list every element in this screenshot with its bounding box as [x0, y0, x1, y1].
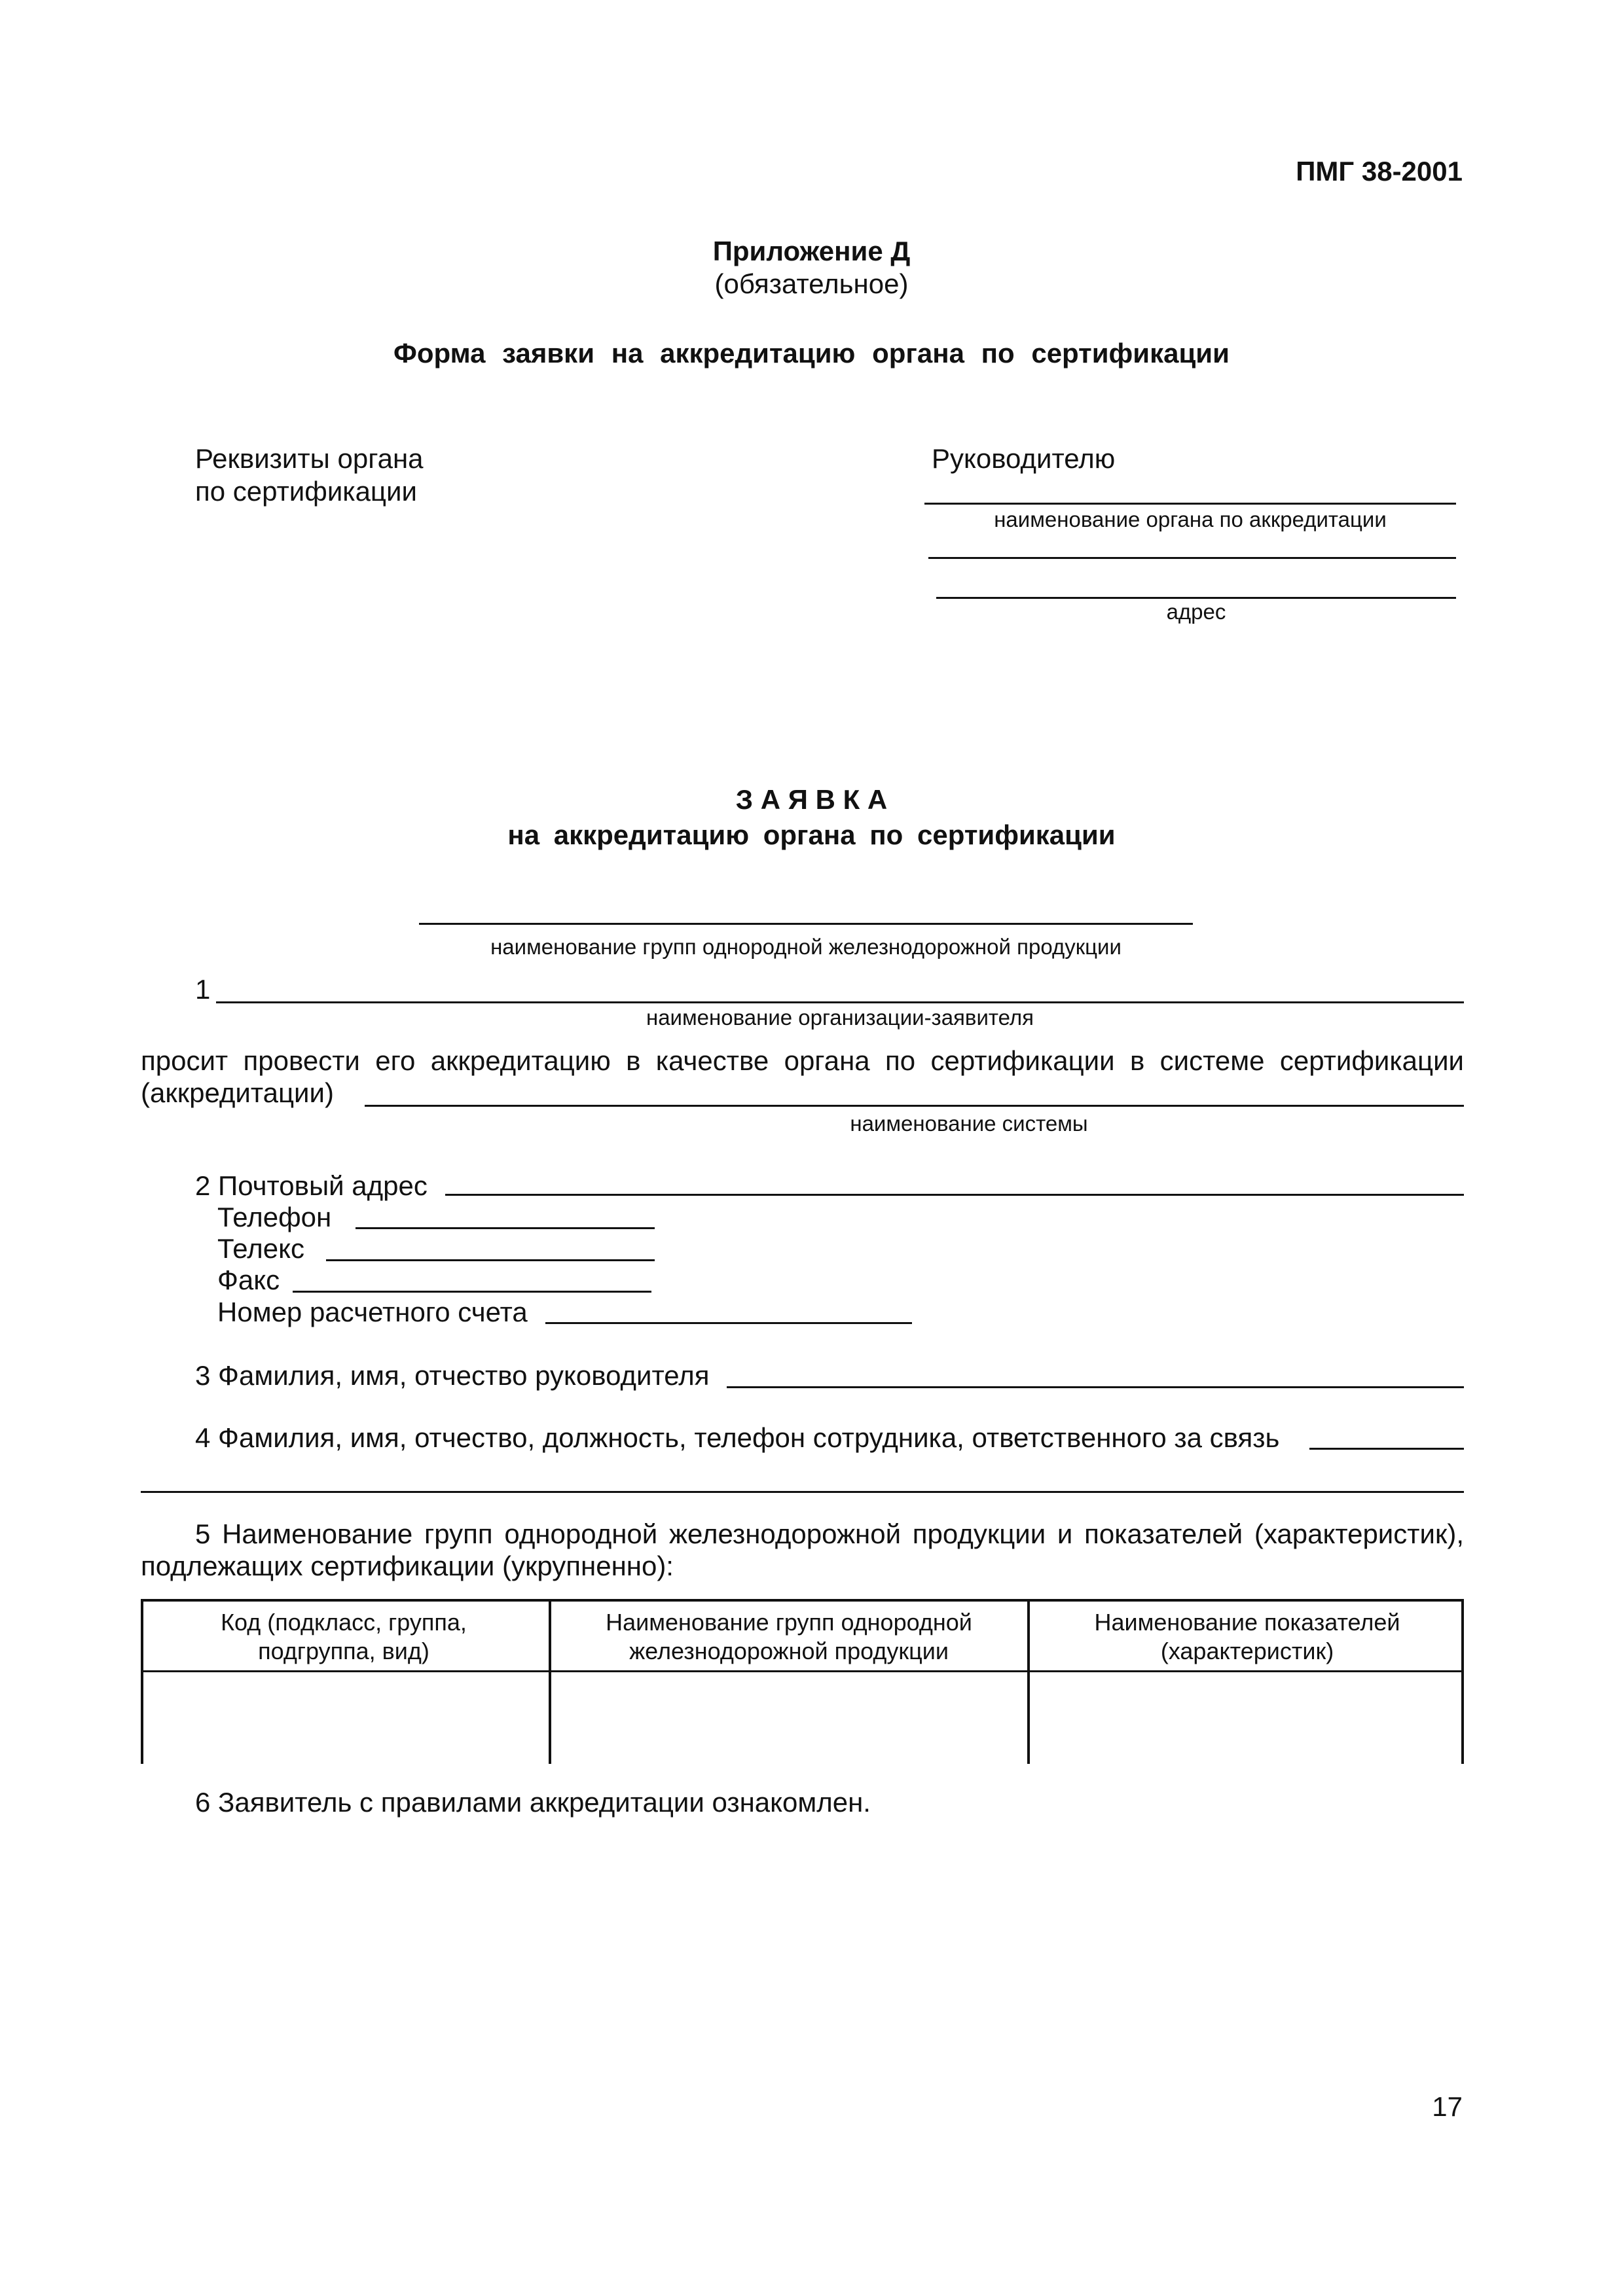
product-groups-line[interactable] — [419, 923, 1193, 925]
item5-text-line2: подлежащих сертификации (укрупненно): — [141, 1551, 674, 1581]
table-border-top — [141, 1599, 1464, 1602]
table-header-characteristics: Наименование показателей (характеристик) — [1094, 1609, 1400, 1664]
request-text-line1: просит провести его аккредитацию в качестве органа по сертификации в системе сертификации — [141, 1045, 1464, 1076]
recipient-label: Руководителю — [932, 443, 1116, 474]
table-cell-product-groups[interactable] — [551, 1672, 1027, 1763]
recipient-org-caption: наименование органа по аккредитации — [994, 507, 1387, 531]
phone-line[interactable] — [356, 1227, 655, 1229]
table-cell-characteristics[interactable] — [1030, 1672, 1461, 1763]
recipient-org-line-2[interactable] — [928, 557, 1456, 559]
recipient-address-caption: адрес — [1166, 600, 1226, 624]
appendix-note: (обязательное) — [714, 268, 909, 299]
item5-text-line1: 5 Наименование групп однородной железнодорожной продукции и показателей (характеристик), — [195, 1518, 1464, 1549]
director-name-line[interactable] — [727, 1386, 1464, 1388]
application-title: З А Я В К А — [735, 784, 888, 815]
system-name-line[interactable] — [365, 1105, 1464, 1107]
contact-person-line[interactable] — [1309, 1448, 1464, 1450]
account-label: Номер расчетного счета — [217, 1297, 528, 1327]
table-border-right — [1461, 1599, 1464, 1764]
page-number: 17 — [1432, 2091, 1463, 2122]
telex-label: Телекс — [217, 1233, 304, 1264]
recipient-address-line[interactable] — [936, 597, 1456, 599]
system-caption: наименование системы — [850, 1111, 1088, 1136]
table-header-code: Код (подкласс, группа, подгруппа, вид) — [221, 1609, 467, 1664]
contact-person-line-2[interactable] — [141, 1491, 1464, 1493]
recipient-org-line[interactable] — [924, 503, 1456, 505]
request-text-line2: (аккредитации) — [141, 1077, 334, 1108]
document-code: ПМГ 38-2001 — [1296, 156, 1463, 187]
applicant-caption: наименование организации-заявителя — [646, 1005, 1034, 1030]
table-header-product-groups: Наименование групп однородной железнодорожной продукции — [606, 1609, 972, 1664]
table-cell-code[interactable] — [143, 1672, 549, 1763]
sender-requisites-line1: Реквизиты органа — [195, 443, 424, 474]
sender-requisites-line2: по сертификации — [195, 476, 417, 507]
form-title: Форма заявки на аккредитацию органа по сертификации — [393, 338, 1230, 368]
postal-address-label: 2 Почтовый адрес — [195, 1170, 428, 1201]
product-groups-caption: наименование групп однородной железнодорожной продукции — [490, 935, 1122, 959]
fax-label: Факс — [217, 1265, 280, 1295]
applicant-name-line[interactable] — [216, 1001, 1464, 1003]
application-subtitle: на аккредитацию органа по сертификации — [507, 819, 1116, 850]
product-table — [141, 1599, 1464, 1764]
item3-label: 3 Фамилия, имя, отчество руководителя — [195, 1360, 710, 1391]
item4-label: 4 Фамилия, имя, отчество, должность, телефон сотрудника, ответственного за связь — [195, 1422, 1280, 1453]
item1-number: 1 — [195, 974, 211, 1005]
item6-text: 6 Заявитель с правилами аккредитации ознакомлен. — [195, 1787, 871, 1818]
telex-line[interactable] — [326, 1259, 655, 1261]
account-line[interactable] — [545, 1322, 912, 1324]
phone-label: Телефон — [217, 1202, 332, 1232]
fax-line[interactable] — [293, 1291, 651, 1293]
appendix-title: Приложение Д — [712, 236, 911, 266]
postal-address-line[interactable] — [445, 1194, 1464, 1196]
